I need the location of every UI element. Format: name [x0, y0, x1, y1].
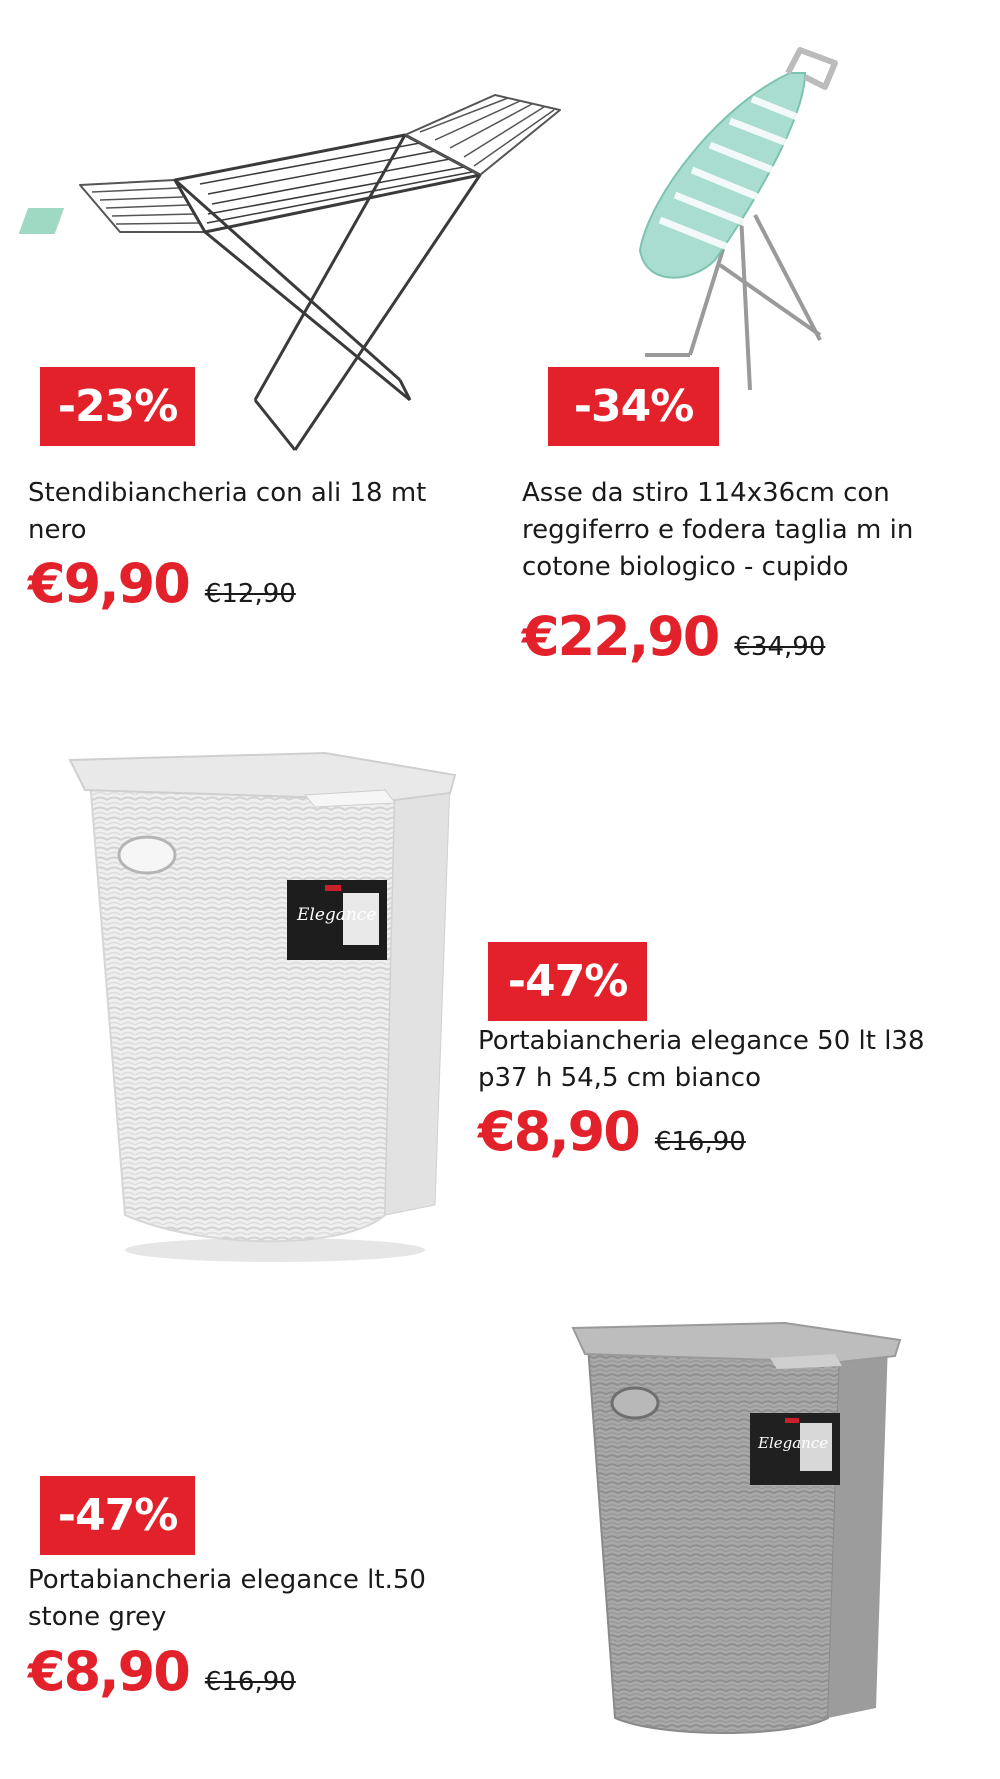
product-name-line: Portabiancheria elegance 50 lt l38 — [478, 1026, 925, 1056]
discount-badge: -23% — [40, 367, 195, 446]
current-price: €9,90 — [28, 552, 189, 615]
white-hamper-image — [65, 745, 465, 1265]
current-price: €22,90 — [522, 605, 719, 668]
current-price: €8,90 — [478, 1100, 639, 1163]
elegance-label: Elegance — [758, 1434, 829, 1452]
product-name-line: nero — [28, 515, 87, 545]
price-row — [28, 1640, 296, 1703]
product-name-line: cotone biologico - cupido — [522, 552, 849, 582]
current-price: €8,90 — [28, 1640, 189, 1703]
product-name-line: stone grey — [28, 1602, 167, 1632]
discount-badge: -47% — [488, 942, 647, 1021]
product-name — [28, 475, 448, 549]
original-price: €34,90 — [734, 632, 826, 662]
product-name-line: Asse da stiro 114x36cm con — [522, 478, 890, 508]
price-row — [478, 1100, 746, 1163]
product-name — [478, 1023, 978, 1097]
product-name-line: Portabiancheria elegance lt.50 — [28, 1565, 426, 1595]
elegance-label: Elegance — [297, 905, 377, 925]
product-name-line: Stendibiancheria con ali 18 mt — [28, 478, 427, 508]
product-name-line: reggiferro e fodera taglia m in — [522, 515, 914, 545]
discount-badge: -47% — [40, 1476, 195, 1555]
grey-hamper-image — [570, 1318, 910, 1743]
price-row — [28, 552, 296, 615]
product-name-line: p37 h 54,5 cm bianco — [478, 1063, 761, 1093]
original-price: €16,90 — [654, 1127, 746, 1157]
product-name — [28, 1562, 488, 1636]
original-price: €12,90 — [204, 579, 296, 609]
original-price: €16,90 — [204, 1667, 296, 1697]
price-row — [522, 605, 825, 668]
product-name — [522, 475, 982, 586]
discount-badge: -34% — [548, 367, 719, 446]
ironing-board-image — [620, 45, 860, 405]
